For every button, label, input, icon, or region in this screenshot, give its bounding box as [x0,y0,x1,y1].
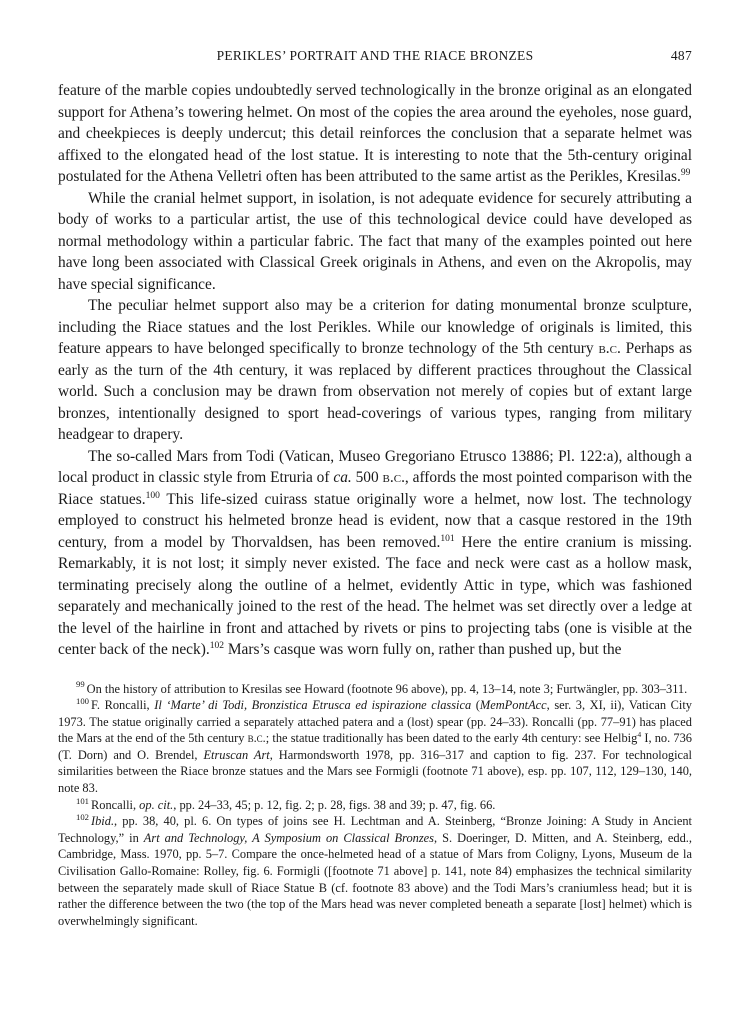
running-head [58,48,692,70]
small-caps-text: b.c. [382,469,405,486]
italic-text: ca. [333,469,352,486]
text-run: Mars’s casque was worn fully on, rather than pushed up, but the [223,641,622,658]
text-run: On the history of attribution to Kresilas see Howard (footnote 96 above), pp. 4, 13–14, note 3; Furtwängler, pp. 303–311. [86,681,688,696]
footnote-ref: 102 [209,639,224,651]
running-title: PERIKLES’ PORTRAIT AND THE RIACE BRONZES [216,48,534,63]
page-number: 487 [670,48,692,63]
footnote-ref: 100 [145,489,160,501]
italic-text: op. cit. [139,797,174,812]
italic-text: Art and Technology, A Symposium on Classical Bronzes [143,830,434,845]
text-run: Here the entire cranium is missing. Remarkably, it is not lost; it simply never existed. The face and neck were cast as a hollow mask, terminating precisely along the outline of a helmet, evidently Attic in type, which was fashioned separately and mechanically joined to the rest of the head. The helmet was set directly over a ledge at the level of the hairline in front and attached by rivets or pins to projecting tabs (one is visible at the center back of the neck). [58,533,692,658]
footnote [58,813,692,929]
text-run: The peculiar helmet support also may be a criterion for dating monumental bronze sculpture, including the Riace statues and the lost Perikles. While our knowledge of originals is limited, this feature appears to have belonged specifically to bronze technology of the 5th century [58,297,692,357]
text-run: Roncalli, [90,797,140,812]
small-caps-text: b.c. [598,340,621,357]
text-run: While the cranial helmet support, in isolation, is not adequate evidence for securely attributing a body of works to a particular artist, the use of this technological device could have developed as normal methodology within a particular fabric. The fact that many of the examples pointed out here have long been associated with Classical Greek originals in Athens, and even on the Akropolis, may have special significance. [58,189,692,293]
italic-text: Ibid. [90,814,115,829]
italic-text: MemPontAcc [479,698,547,713]
italic-text: Il ‘Marte’ di Todi, Bronzistica Etrusca ed ispirazione classica [154,698,472,713]
footnotes [58,681,692,930]
footnote-number: 101 [76,795,89,806]
paragraph [58,295,692,446]
text-run: ( [471,698,480,713]
paragraph [58,80,692,188]
page [58,48,692,929]
text-run: The so-called Mars from Todi (Vatican, Museo Gregoriano Etrusco 13886; Pl. 122:a), although a local product in classic style from Etruria of [58,447,692,486]
text-run: Perhaps as early as the turn of the 4th century, it was replaced by different practices throughout the Classical world. Such a conclusion may be drawn from observation not merely of copies but of extant large bronzes, intentionally designed to sport head-coverings of various types, ranging from military headgear to drapery. [58,340,693,443]
text-run: , pp. 38, 40, pl. 6. On types of joins see H. Lechtman and A. Steinberg, “Bronze Joining: A Study in Ancient Technology,” in [58,814,692,845]
paragraph [58,188,692,296]
footnote [58,797,692,814]
footnote-ref: 4 [637,730,642,740]
italic-text: Etruscan Art [203,747,270,762]
footnote-number: 102 [76,812,89,823]
text-run: , pp. 24–33, 45; p. 12, fig. 2; p. 28, figs. 38 and 39; p. 47, fig. 66. [173,797,496,812]
footnote [58,697,692,797]
text-run: F. Roncalli, [90,698,155,713]
text-run: , Harmondsworth 1978, pp. 316–317 and caption to fig. 237. For technological similarities between the Riace bronze statues and the Mars see Formigli (footnote 71 above), esp. pp. 107, 112, 129–130, 140, note 83. [58,747,692,796]
text-run: , affords the most pointed comparison with the Riace statues. [58,469,692,508]
text-run: 500 [351,469,383,486]
text-run: , S. Doeringer, D. Mitten, and A. Steinberg, edd., Cambridge, Mass. 1970, pp. 5–7. Compare the once-helmeted head of a statue of Mars from Coligny, Lyons, Museum de la Civilisation Gallo-Romaine: Rolley, fig. 6. Formigli ([footnote 71 above] p. 141, note 84) emphasizes the technical similarity between the separately made skull of Riace Statue B (cf. footnote 83 above) and the Todi Mars’s craniumless head; but it is rather the difference between the two (the top of the Mars head was never completed beneath a separate [lost] helmet) which is overwhelmingly significant. [58,830,692,928]
footnote [58,681,692,698]
paragraph [58,446,692,661]
text-run: , ser. 3, XI, ii), Vatican City 1973. The statue originally carried a separately attached patera and a (lost) spear (pp. 24–33). Roncalli (pp. 77–91) has placed the Mars at the end of the 5th century [58,698,692,746]
text-run: ; the statue traditionally has been dated to the early 4th century: see Helbig [265,731,638,746]
text-run: I, no. 736 (T. Dorn) and O. Brendel, [58,731,692,762]
footnote-ref: 99 [680,166,691,178]
small-caps-text: b.c. [247,731,266,746]
body-text [58,80,692,661]
text-run: This life-sized cuirass statue originally wore a helmet, now lost. The technology employed to construct his helmeted bronze head is evident, now that a casque restored in the 19th century, from a model by Thorvaldsen, has been removed. [58,490,692,551]
footnote-ref: 101 [440,532,455,544]
text-run: feature of the marble copies undoubtedly served technologically in the bronze original as an elongated support for Athena’s towering helmet. On most of the copies the area around the eyeholes, nose guard, and cheekpieces is deeply undercut; this detail reinforces the conclusion that a separate helmet was affixed to the elongated head of the lost statue. It is interesting to note that the 5th-century original postulated for the Athena Velletri often has been attributed to the same artist as the Perikles, Kresilas. [58,82,692,185]
footnote-number: 99 [76,679,85,690]
footnote-number: 100 [76,695,89,706]
